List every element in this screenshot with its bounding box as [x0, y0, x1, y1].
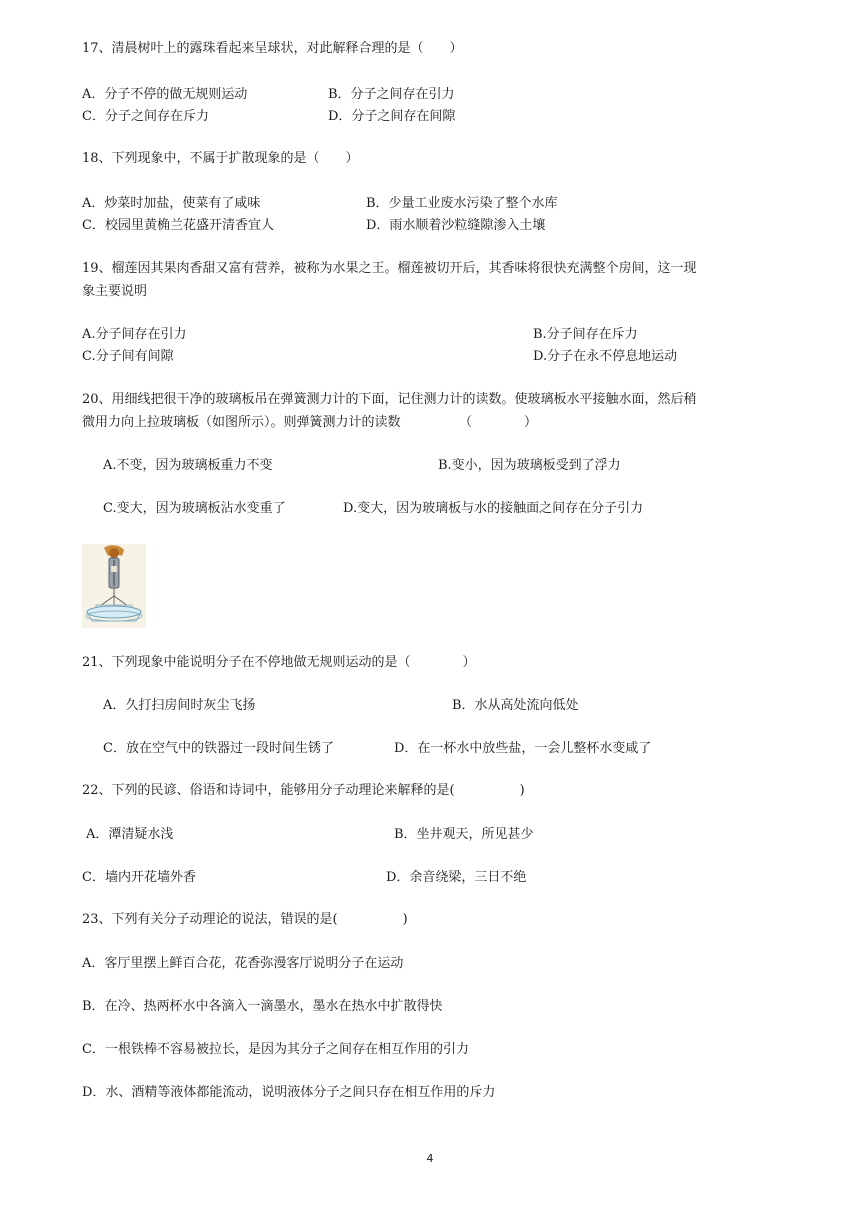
q20-option-d: D.变大，因为玻璃板与水的接触面之间存在分子引力	[343, 501, 644, 516]
q17-option-a: A．分子不停的做无规则运动	[82, 87, 248, 102]
q20-option-b: B.变小，因为玻璃板受到了浮力	[438, 458, 621, 473]
q22-option-d: D．余音绕梁，三日不绝	[386, 870, 527, 885]
q18-option-c: C．校园里黄桷兰花盛开清香宜人	[82, 218, 274, 233]
page-number: 4	[426, 1152, 434, 1165]
q17-option-c: C．分子之间存在斥力	[82, 109, 209, 124]
q19-option-a: A.分子间存在引力	[82, 327, 187, 342]
q19-stem-line1: 19、榴莲因其果肉香甜又富有营养，被称为水果之王。榴莲被切开后，其香味将很快充满整个房间，这一现	[82, 261, 697, 276]
q22-option-a: A．潭清疑水浅	[86, 827, 174, 842]
q20-option-a: A.不变，因为玻璃板重力不变	[103, 458, 273, 473]
q21-option-b: B．水从高处流向低处	[452, 698, 579, 713]
q20-option-c: C.变大，因为玻璃板沾水变重了	[103, 501, 286, 516]
q18-option-a: A．炒菜时加盐，使菜有了咸味	[82, 196, 261, 211]
q21-option-c: C．放在空气中的铁器过一段时间生锈了	[103, 741, 334, 756]
q23-stem: 23、下列有关分子动理论的说法，错误的是( )	[82, 912, 408, 927]
q23-option-b: B．在冷、热两杯水中各滴入一滴墨水，墨水在热水中扩散得快	[82, 999, 443, 1014]
q18-option-d: D．雨水顺着沙粒缝隙渗入土壤	[366, 218, 546, 233]
q17-option-b: B．分子之间存在引力	[328, 87, 455, 102]
q23-option-c: C．一根铁棒不容易被拉长，是因为其分子之间存在相互作用的引力	[82, 1042, 469, 1057]
q21-stem: 21、下列现象中能说明分子在不停地做无规则运动的是（ ）	[82, 655, 476, 670]
q17-stem: 17、清晨树叶上的露珠看起来呈球状，对此解释合理的是（ ）	[82, 41, 463, 56]
q23-option-d: D．水、酒精等液体都能流动，说明液体分子之间只存在相互作用的斥力	[82, 1085, 496, 1100]
q18-option-b: B．少量工业废水污染了整个水库	[366, 196, 558, 211]
q18-stem: 18、下列现象中，不属于扩散现象的是（ ）	[82, 151, 359, 166]
q19-option-d: D.分子在永不停息地运动	[533, 349, 678, 364]
q19-stem-line2: 象主要说明	[82, 284, 148, 299]
q23-option-a: A．客厅里摆上鲜百合花，花香弥漫客厅说明分子在运动	[82, 956, 404, 971]
q21-option-a: A．久打扫房间时灰尘飞扬	[103, 698, 256, 713]
q20-stem-line2: 微用力向上拉玻璃板（如图所示）。则弹簧测力计的读数 （ ）	[82, 415, 538, 430]
spring-scale-glass-plate-figure	[82, 544, 146, 628]
q19-option-b: B.分子间存在斥力	[533, 327, 638, 342]
q17-option-d: D．分子之间存在间隙	[328, 109, 456, 124]
q22-option-c: C．墙内开花墙外香	[82, 870, 196, 885]
q22-option-b: B．坐井观天，所见甚少	[394, 827, 534, 842]
q19-option-c: C.分子间有间隙	[82, 349, 174, 364]
q20-stem-line1: 20、用细线把很干净的玻璃板吊在弹簧测力计的下面，记住测力计的读数。使玻璃板水平接触水面，然后稍	[82, 392, 697, 407]
q21-option-d: D．在一杯水中放些盐，一会儿整杯水变咸了	[394, 741, 652, 756]
q22-stem: 22、下列的民谚、俗语和诗词中，能够用分子动理论来解释的是( )	[82, 783, 525, 798]
